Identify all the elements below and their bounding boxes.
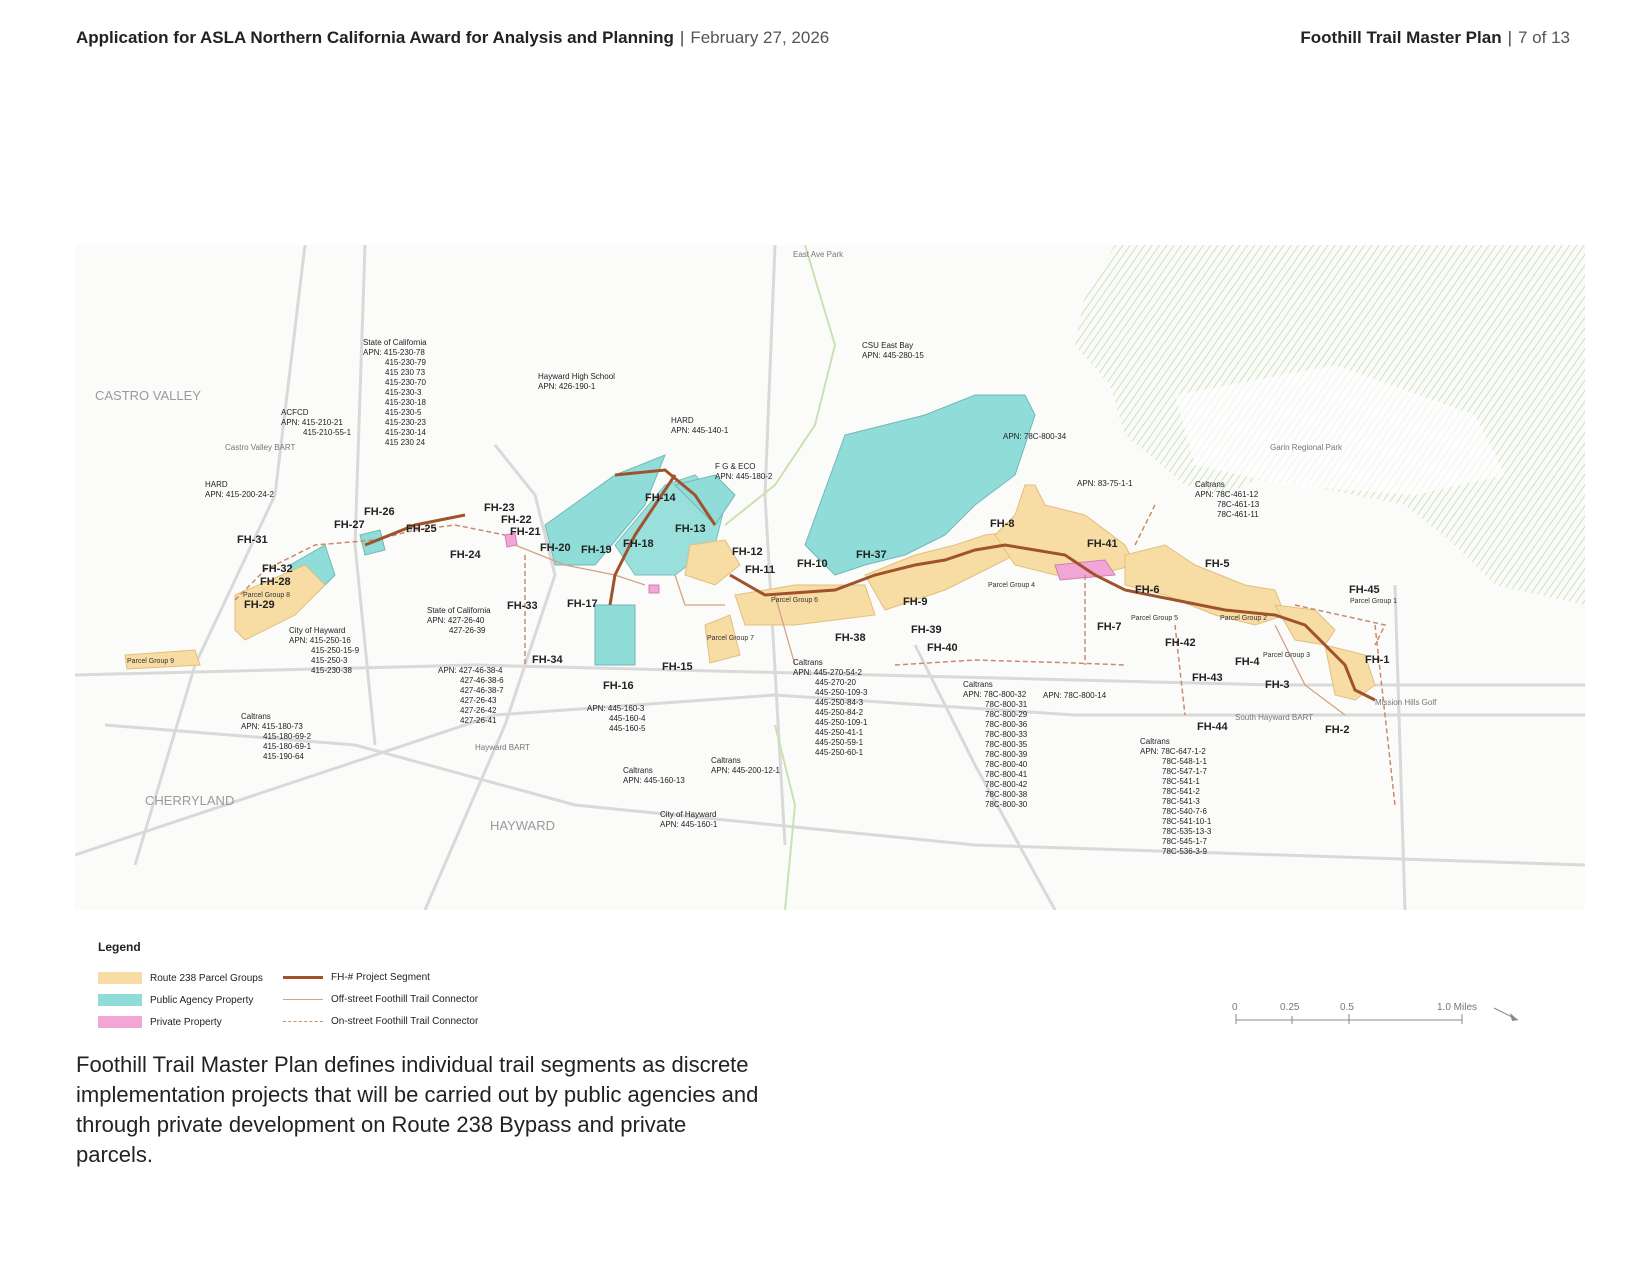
owner-apn: 415-230-79 — [385, 358, 426, 367]
segment-label: FH-4 — [1235, 656, 1260, 668]
off-street-line-icon — [283, 999, 323, 1000]
owner-apn: 415-250-3 — [311, 656, 348, 665]
owner-apn: APN: 83-75-1-1 — [1077, 479, 1133, 488]
owner-apn: 445-250-59-1 — [815, 738, 864, 747]
parcel-group-label: Parcel Group 3 — [1263, 652, 1311, 659]
scale-tick-0: 0 — [1232, 1002, 1238, 1013]
owner-apn: APN: 445-270-54-2 — [793, 668, 862, 677]
segment-label: FH-19 — [581, 544, 612, 556]
legend-label: Private Property — [150, 1016, 222, 1028]
owner-apn: 415 230 24 — [385, 438, 426, 447]
legend-parcel-groups — [98, 972, 263, 984]
segment-label: FH-33 — [507, 600, 538, 612]
owner-apn: APN: 427-46-38-4 — [438, 666, 503, 675]
owner-apn: 78C-800-29 — [985, 710, 1028, 719]
owner-title: HARD — [671, 416, 694, 425]
owner-apn: 78C-800-30 — [985, 800, 1028, 809]
owner-apn: APN: 445-160-3 — [587, 704, 645, 713]
segment-label: FH-13 — [675, 523, 706, 535]
owner-apn: 445-250-60-1 — [815, 748, 864, 757]
owner-title: State of California — [363, 338, 427, 347]
segment-label: FH-21 — [510, 526, 541, 538]
owner-apn: 415-230-70 — [385, 378, 426, 387]
segment-label: FH-9 — [903, 596, 928, 608]
owner-apn: APN: 78C-800-34 — [1003, 432, 1067, 441]
legend-off-street — [283, 994, 478, 1005]
owner-apn: 427-46-38-7 — [460, 686, 504, 695]
owner-apn: 427-26-41 — [460, 716, 497, 725]
owner-apn: 415-180-69-1 — [263, 742, 312, 751]
parcel-group-label: Parcel Group 4 — [988, 582, 1036, 589]
owner-apn: 78C-800-40 — [985, 760, 1028, 769]
segment-label: FH-7 — [1097, 621, 1122, 633]
owner-apn: APN: 415-230-78 — [363, 348, 425, 357]
owner-title: Caltrans — [963, 680, 993, 689]
segment-label: FH-12 — [732, 546, 763, 558]
owner-apn: 78C-535-13-3 — [1162, 827, 1212, 836]
owner-apn: 415 230 73 — [385, 368, 426, 377]
segment-label: FH-14 — [645, 492, 676, 504]
owner-apn: 415-180-69-2 — [263, 732, 312, 741]
owner-apn: 78C-545-1-7 — [1162, 837, 1207, 846]
owner-apn: 78C-800-39 — [985, 750, 1028, 759]
application-date: February 27, 2026 — [690, 28, 830, 47]
owner-apn: 445-250-84-3 — [815, 698, 864, 707]
owner-title: Caltrans — [623, 766, 653, 775]
private-swatch — [98, 1016, 142, 1028]
owner-apn: APN: 445-280-15 — [862, 351, 924, 360]
segment-label: FH-25 — [406, 523, 437, 535]
plan-title: Foothill Trail Master Plan — [1300, 28, 1502, 47]
owner-apn: 415-230-18 — [385, 398, 426, 407]
owner-apn: APN: 78C-461-12 — [1195, 490, 1259, 499]
owner-apn: 78C-541-10-1 — [1162, 817, 1212, 826]
map-legend — [98, 940, 518, 1030]
segment-label: FH-5 — [1205, 558, 1230, 570]
segment-label: FH-44 — [1197, 721, 1228, 733]
on-street-line-icon — [283, 1021, 323, 1022]
owner-title: F G & ECO — [715, 462, 756, 471]
segment-label: FH-1 — [1365, 654, 1390, 666]
owner-apn: 445-160-5 — [609, 724, 646, 733]
legend-label: Off-street Foothill Trail Connector — [331, 994, 479, 1005]
place-south-hayward-bart: South Hayward BART — [1235, 713, 1314, 722]
parcel-group-label: Parcel Group 1 — [1350, 598, 1398, 605]
owner-apn: 78C-800-33 — [985, 730, 1028, 739]
owner-apn: APN: 78C-800-32 — [963, 690, 1027, 699]
page-header — [76, 28, 1570, 58]
segment-label: FH-11 — [745, 564, 775, 576]
owner-title: Caltrans — [241, 712, 271, 721]
owner-apn: 78C-800-36 — [985, 720, 1028, 729]
owner-title: Caltrans — [1140, 737, 1170, 746]
owner-apn: 78C-461-13 — [1217, 500, 1260, 509]
segment-label: FH-41 — [1087, 538, 1118, 550]
legend-label: Public Agency Property — [150, 994, 254, 1006]
owner-apn: APN: 415-180-73 — [241, 722, 303, 731]
owner-title: Caltrans — [1195, 480, 1225, 489]
owner-apn: APN: 78C-800-14 — [1043, 691, 1107, 700]
segment-label: FH-45 — [1349, 584, 1380, 596]
segment-label: FH-27 — [334, 519, 365, 531]
owner-title: City of Hayward — [660, 810, 717, 819]
owner-apn: 415-230-14 — [385, 428, 426, 437]
legend-private — [98, 1016, 222, 1028]
legend-public-agency — [98, 994, 253, 1006]
owner-apn: 78C-547-1-7 — [1162, 767, 1207, 776]
owner-apn: 445-250-109-3 — [815, 688, 868, 697]
scale-tick-025: 0.25 — [1280, 1002, 1300, 1013]
parcel-group-label: Parcel Group 9 — [127, 658, 175, 665]
segment-label: FH-2 — [1325, 724, 1350, 736]
owner-apn: 415-210-55-1 — [303, 428, 352, 437]
segment-label: FH-29 — [244, 599, 275, 611]
owner-apn: 78C-541-1 — [1162, 777, 1200, 786]
north-arrow-icon — [1494, 1008, 1518, 1021]
segment-label: FH-17 — [567, 598, 598, 610]
owner-apn: 78C-800-42 — [985, 780, 1028, 789]
owner-title: Caltrans — [711, 756, 741, 765]
owner-apn: 78C-800-38 — [985, 790, 1028, 799]
owner-apn: APN: 415-200-24-2 — [205, 490, 274, 499]
scale-tick-05: 0.5 — [1340, 1002, 1354, 1013]
scale-tick-1mile: 1.0 Miles — [1437, 1002, 1478, 1013]
owner-apn: 427-26-43 — [460, 696, 497, 705]
owner-apn: 445-160-4 — [609, 714, 646, 723]
place-garin-park: Garin Regional Park — [1270, 443, 1343, 452]
legend-label: Route 238 Parcel Groups — [150, 972, 263, 984]
owner-title: Hayward High School — [538, 372, 615, 381]
owner-apn: APN: 415-250-16 — [289, 636, 351, 645]
owner-apn: 78C-800-35 — [985, 740, 1028, 749]
owner-apn: 445-250-109-1 — [815, 718, 868, 727]
segment-label: FH-16 — [603, 680, 634, 692]
owner-apn: APN: 78C-647-1-2 — [1140, 747, 1206, 756]
owner-apn: 415-190-64 — [263, 752, 304, 761]
owner-block — [1003, 432, 1067, 441]
segment-line-icon — [283, 976, 323, 979]
place-castro-valley: CASTRO VALLEY — [95, 388, 201, 403]
header-right: Foothill Trail Master Plan | 7 of 13 — [1300, 28, 1570, 47]
segment-label: FH-31 — [237, 534, 268, 546]
owner-apn: 78C-800-31 — [985, 700, 1028, 709]
owner-apn: 78C-536-3-9 — [1162, 847, 1207, 856]
legend-label: FH-# Project Segment — [331, 972, 430, 983]
figure-caption: Foothill Trail Master Plan defines individual trail segments as discrete implementation projects that will be carried out by public agencies and through private development on Route 238 Bypass and private parcels. — [76, 1052, 759, 1167]
legend-title: Legend — [98, 940, 141, 954]
owner-apn: 415-250-15-9 — [311, 646, 360, 655]
place-east-ave-park: East Ave Park — [793, 250, 844, 259]
owner-apn: APN: 445-160-13 — [623, 776, 685, 785]
owner-apn: APN: 426-190-1 — [538, 382, 596, 391]
parcel-group-label: Parcel Group 7 — [707, 635, 755, 642]
owner-title: ACFCD — [281, 408, 309, 417]
owner-title: CSU East Bay — [862, 341, 914, 350]
owner-apn: APN: 445-140-1 — [671, 426, 729, 435]
segment-label: FH-10 — [797, 558, 828, 570]
place-hayward: HAYWARD — [490, 818, 555, 833]
legend-label: On-street Foothill Trail Connector — [331, 1016, 479, 1027]
legend-on-street — [283, 1016, 478, 1027]
owner-apn: 415-230-38 — [311, 666, 352, 675]
owner-apn: APN: 445-180-2 — [715, 472, 773, 481]
owner-title: City of Hayward — [289, 626, 346, 635]
segment-label: FH-8 — [990, 518, 1015, 530]
segment-label: FH-15 — [662, 661, 693, 673]
segment-label: FH-39 — [911, 624, 942, 636]
owner-title: Caltrans — [793, 658, 823, 667]
owner-apn: APN: 445-200-12-1 — [711, 766, 780, 775]
place-mission-hills-golf: Mission Hills Golf — [1375, 698, 1437, 707]
owner-apn: APN: 415-210-21 — [281, 418, 343, 427]
owner-apn: APN: 427-26-40 — [427, 616, 485, 625]
parcel-group-label: Parcel Group 5 — [1131, 615, 1179, 622]
owner-apn: 445-250-41-1 — [815, 728, 864, 737]
parcel-group-label: Parcel Group 8 — [243, 592, 291, 599]
header-left: Application for ASLA Northern California Award for Analysis and Planning | February 27, 2026 — [76, 28, 830, 47]
trail-map — [75, 245, 1585, 910]
owner-apn: 415-230-3 — [385, 388, 422, 397]
segment-label: FH-28 — [260, 576, 291, 588]
owner-apn: 427-26-39 — [449, 626, 486, 635]
owner-apn: APN: 445-160-1 — [660, 820, 718, 829]
owner-apn: 78C-800-41 — [985, 770, 1028, 779]
place-hayward-bart: Hayward BART — [475, 743, 530, 752]
segment-label: FH-40 — [927, 642, 958, 654]
segment-label: FH-18 — [623, 538, 654, 550]
parcel-group-label: Parcel Group 6 — [771, 597, 819, 604]
owner-apn: 78C-540-7-6 — [1162, 807, 1207, 816]
parcel-group-label: Parcel Group 2 — [1220, 615, 1268, 622]
owner-apn: 445-250-84-2 — [815, 708, 864, 717]
owner-apn: 427-46-38-6 — [460, 676, 504, 685]
segment-label: FH-42 — [1165, 637, 1196, 649]
application-title: Application for ASLA Northern California Award for Analysis and Planning — [76, 28, 674, 47]
page-number: 7 of 13 — [1518, 28, 1570, 47]
owner-block — [1043, 691, 1107, 700]
place-cherryland: CHERRYLAND — [145, 793, 235, 808]
segment-label: FH-37 — [856, 549, 887, 561]
legend-project-segment — [283, 972, 430, 983]
segment-label: FH-32 — [262, 563, 293, 575]
owner-apn: 78C-541-2 — [1162, 787, 1200, 796]
place-castro-valley-bart: Castro Valley BART — [225, 443, 296, 452]
agency-swatch — [98, 994, 142, 1006]
owner-title: HARD — [205, 480, 228, 489]
map-canvas — [75, 245, 1585, 910]
owner-apn: 415-230-23 — [385, 418, 426, 427]
owner-apn: 78C-548-1-1 — [1162, 757, 1207, 766]
owner-apn: 427-26-42 — [460, 706, 497, 715]
segment-label: FH-22 — [501, 514, 532, 526]
owner-apn: 78C-461-11 — [1217, 510, 1259, 519]
segment-label: FH-43 — [1192, 672, 1223, 684]
parcel-swatch — [98, 972, 142, 984]
owner-apn: 415-230-5 — [385, 408, 422, 417]
segment-label: FH-26 — [364, 506, 395, 518]
segment-label: FH-23 — [484, 502, 515, 514]
owner-block — [660, 810, 718, 829]
segment-label: FH-38 — [835, 632, 866, 644]
owner-title: State of California — [427, 606, 491, 615]
segment-label: FH-34 — [532, 654, 563, 666]
owner-block — [1077, 479, 1133, 488]
segment-label: FH-6 — [1135, 584, 1160, 596]
owner-apn: 445-270-20 — [815, 678, 856, 687]
segment-label: FH-3 — [1265, 679, 1290, 691]
segment-label: FH-20 — [540, 542, 571, 554]
owner-apn: 78C-541-3 — [1162, 797, 1200, 806]
scale-bar — [1232, 998, 1532, 1038]
segment-label: FH-24 — [450, 549, 481, 561]
